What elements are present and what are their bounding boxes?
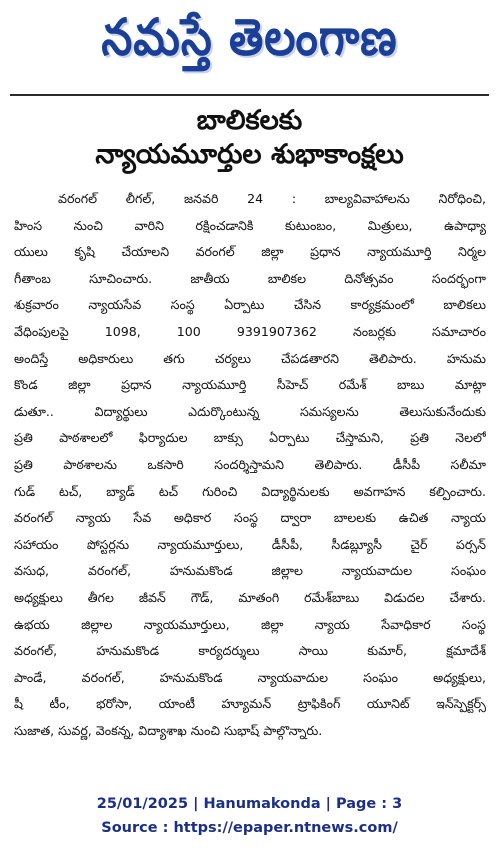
masthead-logo (0, 0, 499, 88)
article-line: పాండే, వరంగల్, హనుమకొండ న్యాయవాదుల సంఘం అధ్యక్షులు, (14, 669, 486, 685)
article-line: డుతూ.. విద్యార్థులు ఎదుర్కొంటున్న సమస్యలను తెలుసుకునేందుకు (14, 403, 486, 419)
article-line: వరంగల్ లీగల్, జనవరి 24 : బాల్యవివాహాలను నిరోధించి, (58, 191, 486, 206)
article-line: యులు కృషి చేయాలని వరంగల్ జిల్లా ప్రధాన న్యాయమూర్తి నిర్మల (14, 244, 486, 260)
article-line: వేధింపులపై 1098, 100 9391907362 నంబర్లకు సమాచారం (14, 323, 486, 339)
headline-divider (10, 94, 489, 96)
article-line: అధ్యక్షులు తీగల జీవన్ గౌడ్, మాతంగి రమేశ్‌బాబు విడుదల చేశారు. (14, 589, 486, 605)
article-line: కొండ జిల్లా ప్రధాన న్యాయమూర్తి సీహెచ్ రమేశ్ బాబు మాట్లా (14, 377, 486, 393)
article-line: ప్రతి పాఠశాలలో ఫిర్యాదుల బాక్సు ఏర్పాటు చేస్తామని, ప్రతి నెలలో (14, 430, 486, 446)
headline-line-2: న్యాయమూర్తుల శుభాకాంక్షలు (95, 139, 404, 170)
article-line: వరంగల్ న్యాయ సేవ అధికార సంస్థ ద్వారా బాలలకు ఉచిత న్యాయ (14, 510, 486, 526)
article-headline (0, 104, 499, 172)
article-line: ప్రతి పాఠశాలను ఒకసారి సందర్శిస్తామని తెలిపారు. డీసీపీ సలీమా (14, 456, 486, 472)
article-line: సహాయం పోస్టర్లను న్యాయమూర్తులు, డీసీపీ, సీడబ్ల్యూసీ చైర్ పర్సన్ (14, 536, 486, 552)
article-line: సుజాత, సువర్ణ, వెంకన్న, విద్యాశాఖ నుంచి సుభాష్ పాల్గొన్నారు. (14, 722, 323, 738)
page-footer (0, 792, 499, 840)
article-line: గీతాంబ సూచించారు. జాతీయ బాలికల దినోత్సవం సందర్భంగా (14, 270, 486, 286)
article-line: వరంగల్, హనుమకొండ కార్యదర్శులు సాయి కుమార్, క్షమాదేశ్ (14, 643, 486, 659)
footer-source-link[interactable]: Source : https://epaper.ntnews.com/ (101, 820, 398, 836)
article-body (14, 186, 486, 782)
article-line: అందిస్తే అధికారులు తగు చర్యలు చేపడతారని తెలిపారు. హనుమ (14, 350, 486, 366)
article-line: గుడ్ టచ్, బ్యాడ్ టచ్ గురించి విద్యార్థినులకు అవగాహన కల్పించారు. (14, 483, 486, 499)
article-line: ఉభయ జిల్లాల న్యాయమూర్తులు, జిల్లా న్యాయ సేవాధికార సంస్థ (14, 616, 486, 632)
article-line: హింస నుంచి వారిని రక్షించడానికి కుటుంబం, మిత్రులు, ఉపాధ్యా (14, 217, 486, 233)
article-line: శుక్రవారం న్యాయసేవ సంస్థ ఏర్పాటు చేసిన కార్యక్రమంలో బాలికలు (14, 297, 486, 313)
masthead-title: నమస్తే తెలంగాణ (101, 8, 398, 67)
headline-line-1: బాలికలకు (196, 105, 303, 136)
article-line: వసుధ, వరంగల్, హనుమకొండ జిల్లాల న్యాయవాదుల సంఘం (14, 563, 486, 579)
footer-date-edition: 25/01/2025 | Hanumakonda | Page : 3 (96, 796, 403, 812)
article-line: షీ టీం, భరోసా, యాంటీ హ్యూమన్ ట్రాఫికింగ్ యూనిట్ ఇన్‌స్పెక్టర్స్ (14, 696, 486, 712)
